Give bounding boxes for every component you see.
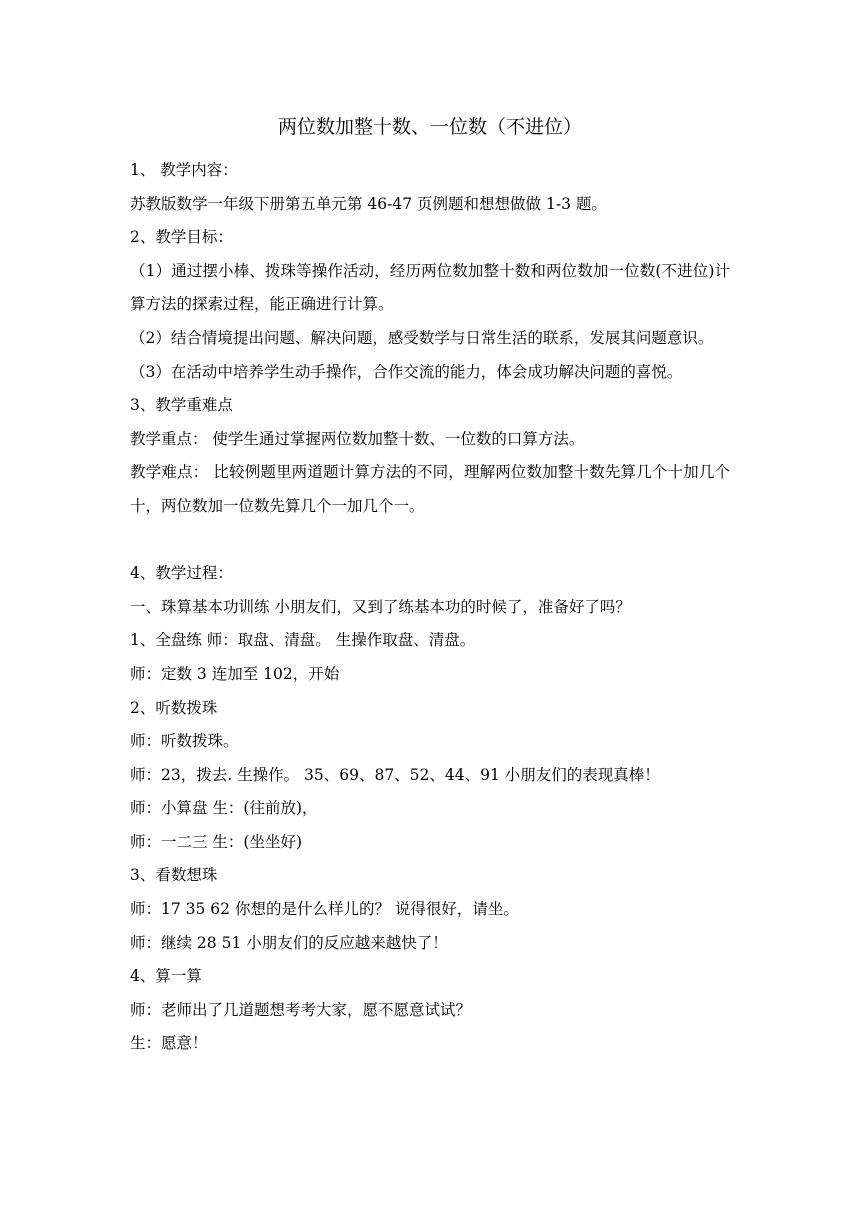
process-step: 一、珠算基本功训练 小朋友们，又到了练基本功的时候了，准备好了吗？ [130,597,631,616]
process-step: 3、看数想珠 [130,866,218,885]
process-step: 师：继续 28 51 小朋友们的反应越来越快了！ [130,933,448,952]
process-step: 师：定数 3 连加至 102，开始 [130,664,340,683]
goal-item-1: （1）通过摆小棒、拨珠等操作活动，经历两位数加整十数和两位数加一位数(不进位)计算方法的探索过程，能正确进行计算。 [130,261,730,314]
process-step: 2、听数拨珠 [130,698,218,717]
process-step: 师：23，拨去. 生操作。 35、69、87、52、44、91 小朋友们的表现真棒！ [130,765,660,784]
process-step: 师：一二三 生：(坐坐好) [130,832,303,851]
section-heading-content: 1、 教学内容： [130,161,238,179]
section-heading-goals: 2、教学目标： [130,228,233,247]
process-step: 师：17 35 62 你想的是什么样儿的？ 说得很好，请坐。 [130,900,519,919]
paragraph-content: 苏教版数学一年级下册第五单元第 46-47 页例题和想想做做 1-3 题。 [130,194,607,213]
key-point: 教学重点： 使学生通过掌握两位数加整十数、一位数的口算方法。 [130,429,585,448]
document-body [130,154,730,1061]
section-heading-process: 4、教学过程： [130,564,233,583]
goal-item-2: （2）结合情境提出问题、解决问题，感受数学与日常生活的联系，发展其问题意识。 [130,328,714,347]
section-heading-key-points: 3、教学重难点 [130,396,233,415]
document-title: 两位数加整十数、一位数（不进位） [277,116,582,138]
process-step: 师：听数拨珠。 [130,732,239,751]
process-step: 师：老师出了几道题想考考大家，愿不愿意试试？ [130,1000,472,1019]
goal-item-3: （3）在活动中培养学生动手操作，合作交流的能力，体会成功解决问题的喜悦。 [130,362,683,381]
process-step: 师：小算盘 生：(往前放)， [130,799,318,818]
process-step: 1、全盘练 师：取盘、清盘。 生操作取盘、清盘。 [130,631,476,650]
difficult-point: 教学难点： 比较例题里两道题计算方法的不同，理解两位数加整十数先算几个十加几个十，两位数加一位数先算几个一加几个一。 [130,463,730,515]
blank-line [130,524,730,558]
process-step: 生：愿意！ [130,1034,208,1053]
process-step: 4、算一算 [130,967,202,986]
